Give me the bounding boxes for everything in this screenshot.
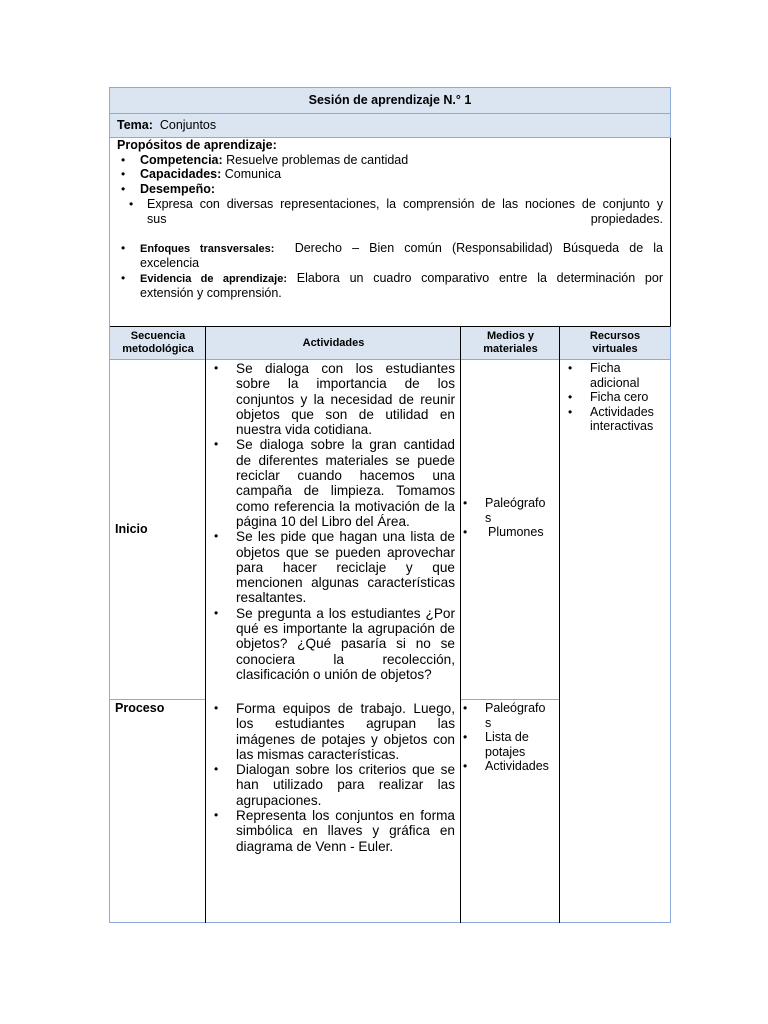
list-item: • Paleógrafos bbox=[461, 496, 551, 525]
list-item: • Paleógrafos bbox=[461, 701, 551, 730]
row-divider-left bbox=[109, 699, 205, 700]
tema-row bbox=[109, 113, 671, 138]
table-border-bottom bbox=[109, 922, 671, 923]
header-actividades: Actividades bbox=[206, 326, 461, 360]
list-item: • Se pregunta a los estudiantes ¿Por qué es importante la agrupación de objetos? ¿Qué pasaría si no se conociera la recolección, clasificación o unión de objetos? bbox=[206, 606, 455, 682]
desempeno-item: • Desempeño: bbox=[117, 182, 663, 197]
list-item: • Dialogan sobre los criterios que se han utilizado para realizar las agrupaciones. bbox=[206, 762, 455, 808]
tema-label: Tema: bbox=[117, 118, 153, 132]
list-item: • Forma equipos de trabajo. Luego, los estudiantes agrupan las imágenes de potajes y objetos con las mismas características. bbox=[206, 701, 455, 762]
row-divider-media bbox=[461, 699, 559, 700]
capacidades-item: • Capacidades: Comunica bbox=[117, 167, 663, 182]
activities-table bbox=[109, 326, 671, 923]
list-item: • Actividades interactivas bbox=[560, 405, 665, 434]
col-divider-2 bbox=[460, 326, 461, 923]
table-border-right bbox=[670, 360, 671, 923]
list-item: • Actividades bbox=[461, 759, 551, 774]
list-item: • Se dialoga sobre la gran cantidad de diferentes materiales se puede reciclar cuando hacemos una campaña de limpieza. Tomamos como referencia la motivación de la página 10 del Libro del Área. bbox=[206, 437, 455, 529]
inicio-media bbox=[461, 496, 551, 540]
list-item: • Ficha cero bbox=[560, 390, 665, 405]
proceso-label: Proceso bbox=[115, 701, 165, 715]
desempeno-detail: • Expresa con diversas representaciones, la comprensión de las nociones de conjunto y sus propiedades. bbox=[117, 197, 663, 226]
list-item: • Lista de potajes bbox=[461, 730, 551, 759]
competencia-item: • Competencia: Resuelve problemas de cantidad bbox=[117, 153, 663, 168]
header-recursos: Recursos virtuales bbox=[560, 326, 671, 360]
proceso-media bbox=[461, 701, 551, 774]
list-item: • Ficha adicional bbox=[560, 361, 665, 390]
inicio-resources bbox=[560, 361, 665, 434]
list-item: • Representa los conjuntos en forma simbólica en llaves y gráfica en diagrama de Venn - Euler. bbox=[206, 808, 455, 854]
enfoques-item: • Enfoques transversales: Derecho – Bien común (Responsabilidad) Búsqueda de la excelencia bbox=[117, 241, 663, 271]
purposes-section bbox=[109, 138, 671, 328]
list-item: • Plumones bbox=[461, 525, 551, 540]
header-medios: Medios y materiales bbox=[461, 326, 560, 360]
inicio-activities bbox=[206, 361, 455, 682]
list-item: • Se dialoga con los estudiantes sobre la importancia de los conjuntos y la necesidad de reunir objetos que son de utilidad en nuestra vida cotidiana. bbox=[206, 361, 455, 437]
evidencia-item: • Evidencia de aprendizaje: Elabora un cuadro comparativo entre la determinación por extensión y comprensión. bbox=[117, 271, 663, 301]
session-title: Sesión de aprendizaje N.° 1 bbox=[109, 87, 671, 113]
tema-value: Conjuntos bbox=[159, 118, 217, 132]
inicio-label: Inicio bbox=[115, 522, 148, 536]
table-border-left bbox=[109, 326, 110, 923]
proceso-activities bbox=[206, 701, 455, 854]
purposes-heading: Propósitos de aprendizaje: bbox=[117, 138, 277, 152]
header-secuencia: Secuencia metodológica bbox=[109, 326, 206, 360]
list-item: • Se les pide que hagan una lista de objetos que se pueden aprovechar para hacer reciclaje y que mencionen algunas características resaltantes. bbox=[206, 529, 455, 605]
